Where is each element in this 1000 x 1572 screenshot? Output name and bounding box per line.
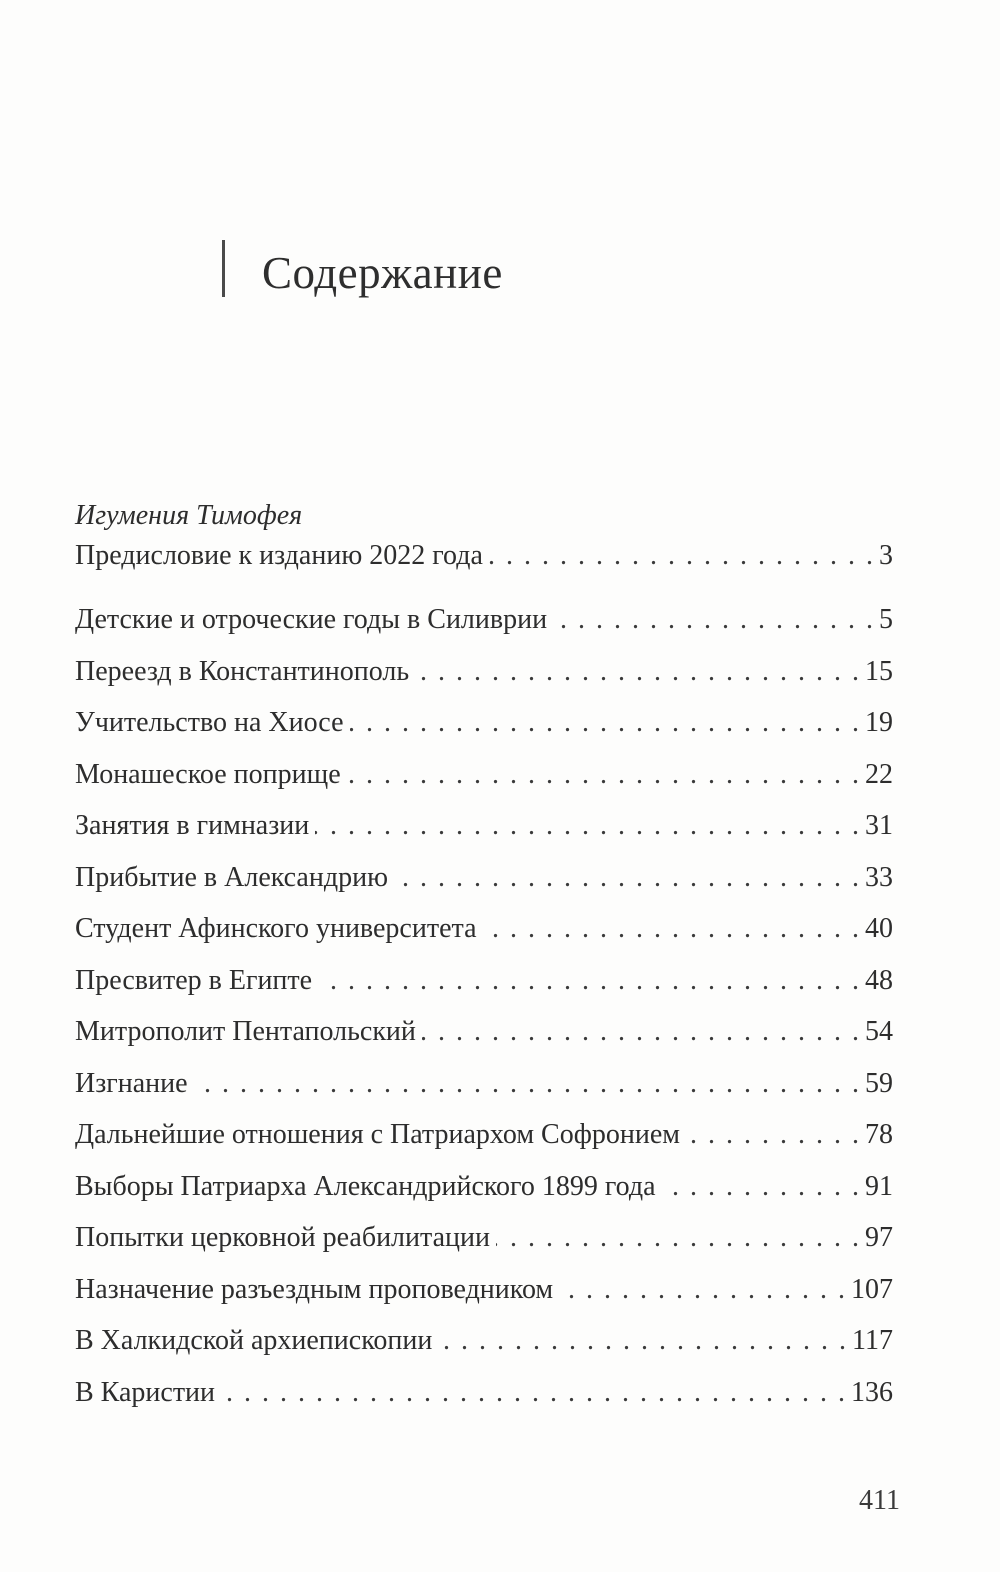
toc-entry-page: 59 (865, 1067, 893, 1099)
toc-entry-title: Выборы Патриарха Александрийского 1899 года (75, 1170, 656, 1202)
toc-entry-title: Предисловие к изданию 2022 года (75, 540, 483, 571)
toc-entry-page: 136 (851, 1376, 893, 1408)
dot-leader (553, 594, 874, 646)
toc-entry (75, 1109, 893, 1161)
toc-entry-page: 54 (865, 1016, 893, 1047)
toc-entry (75, 1006, 893, 1058)
dot-leader (662, 1161, 861, 1213)
dot-leader (194, 1058, 860, 1110)
toc-entry (75, 1058, 893, 1110)
toc-entry (75, 1212, 893, 1264)
dot-leader (686, 1109, 860, 1161)
toc-entry (75, 646, 893, 698)
toc-author-line: Игумения Тимофея (75, 500, 303, 531)
title-accent-bar (222, 240, 225, 297)
toc-entry (75, 800, 893, 852)
toc-entry-page: 48 (865, 964, 893, 996)
toc-entry-title: Пресвитер в Египте (75, 964, 313, 996)
toc-entry-title: Переезд в Константинополь (75, 655, 410, 687)
toc-entry-preface (75, 536, 893, 576)
folio-page-number: 411 (859, 1485, 900, 1516)
toc-entry-page: 31 (865, 810, 893, 841)
toc-entry-page: 117 (852, 1325, 893, 1356)
dot-leader (318, 955, 860, 1007)
toc-entry (75, 955, 893, 1007)
toc-entry-title: Назначение разъездным проповедником (75, 1273, 554, 1305)
toc-entry (75, 749, 893, 801)
toc-entry-page: 97 (865, 1222, 893, 1253)
toc-entry-title: Прибытие в Александрию (75, 861, 388, 893)
toc-entry-page: 33 (865, 861, 893, 893)
toc-entry (75, 1264, 893, 1316)
toc-entry-title: Монашеское поприще (75, 758, 341, 790)
dot-leader (350, 697, 860, 749)
dot-leader (559, 1264, 846, 1316)
toc-entry-title: Детские и отроческие годы в Силиврии (75, 604, 548, 635)
toc-entry-page: 19 (865, 707, 893, 738)
toc-entry (75, 1161, 893, 1213)
dot-leader (221, 1367, 846, 1419)
toc-entry-title: Дальнейшие отношения с Патриархом Софронием (75, 1119, 680, 1150)
toc-entry-title: Митрополит Пентапольский (75, 1016, 416, 1047)
dot-leader (489, 536, 874, 576)
toc-entry (75, 1367, 893, 1419)
dot-leader (315, 800, 860, 852)
toc-entry-title: Студент Афинского университета (75, 913, 477, 944)
page-title: Содержание (262, 248, 503, 298)
toc-entry-page: 78 (865, 1119, 893, 1150)
toc-entry (75, 594, 893, 646)
dot-leader (394, 852, 860, 904)
toc-entry-title: Занятия в гимназии (75, 810, 310, 841)
toc-entry-page: 22 (865, 758, 893, 790)
toc-entry (75, 697, 893, 749)
toc-entry (75, 852, 893, 904)
toc-entry-page: 40 (865, 913, 893, 944)
toc-entry-title: В Халкидской архиепископии (75, 1325, 433, 1356)
toc-entries (75, 594, 893, 1418)
toc-entry-page: 91 (865, 1170, 893, 1202)
toc-list (75, 496, 893, 1418)
dot-leader (422, 1006, 860, 1058)
dot-leader (415, 646, 860, 698)
toc-entry-title: Попытки церковной реабилитации (75, 1222, 490, 1253)
toc-entry (75, 903, 893, 955)
toc-entry-page: 15 (865, 655, 893, 687)
toc-entry-title: Учительство на Хиосе (75, 707, 344, 738)
toc-entry-page: 5 (879, 604, 893, 635)
toc-entry-page: 3 (879, 540, 893, 571)
dot-leader (438, 1315, 847, 1367)
toc-entry (75, 1315, 893, 1367)
toc-preface-group (75, 496, 893, 576)
toc-entry-page: 107 (851, 1273, 893, 1305)
dot-leader (347, 749, 860, 801)
toc-entry-title: Изгнание (75, 1067, 188, 1099)
dot-leader (496, 1212, 860, 1264)
toc-entry-title: В Каристии (75, 1376, 216, 1408)
dot-leader (483, 903, 860, 955)
